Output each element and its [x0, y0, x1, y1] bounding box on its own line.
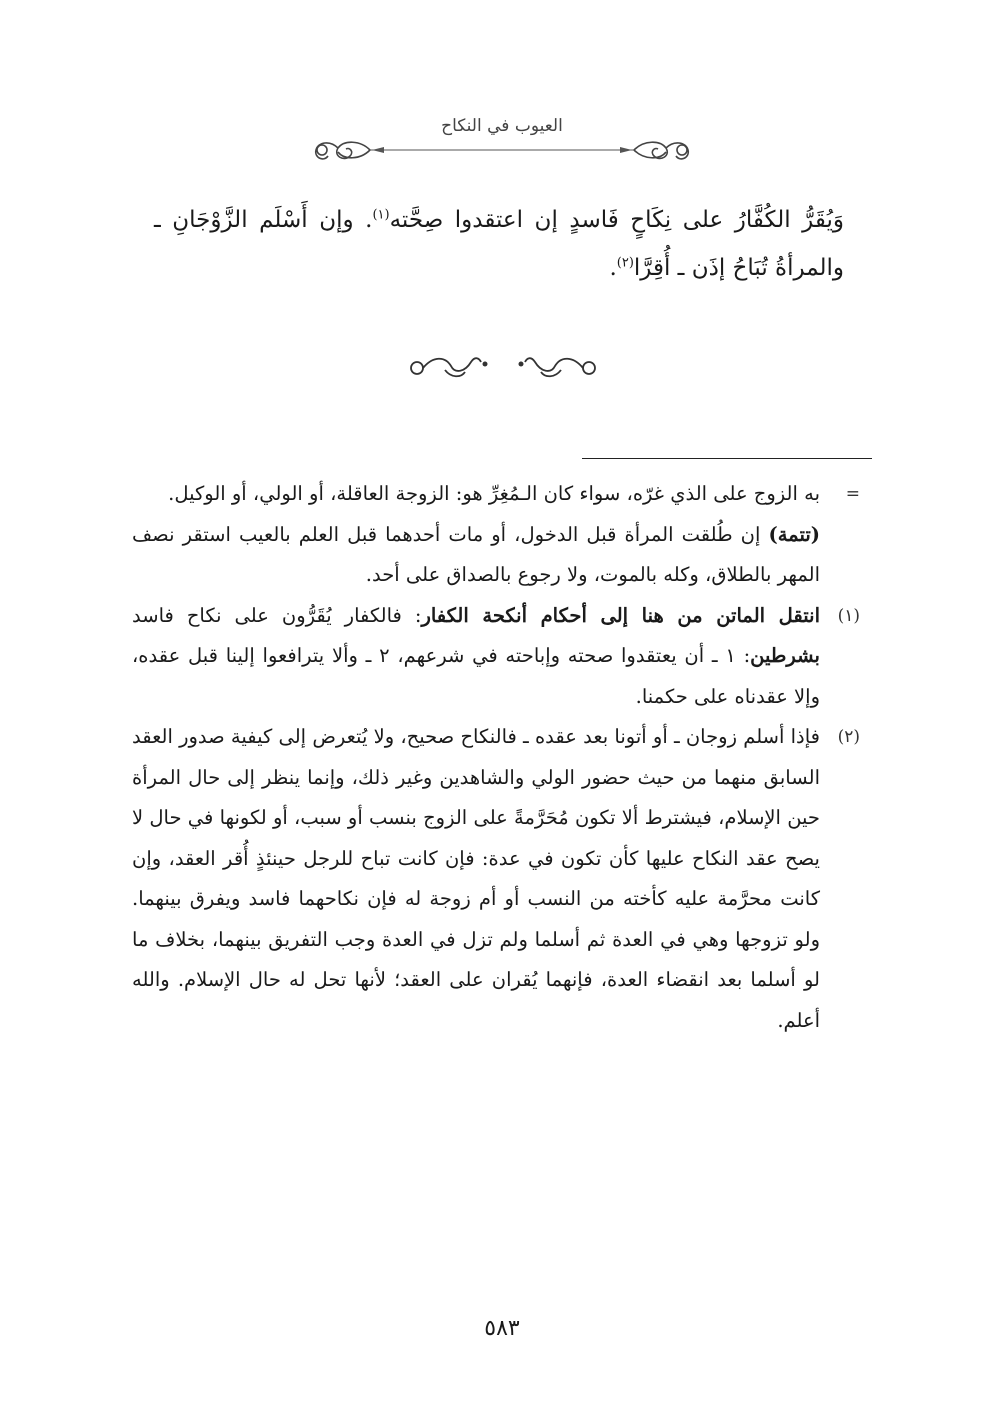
main-text-part1: وَيُقَرُّ الكُفَّارُ على نِكَاحٍ فَاسدٍ إن اعتقدوا صِحَّته — [389, 207, 844, 233]
footnote-1-bold-conditions: بشرطين — [750, 644, 820, 667]
footnote-2-mark: (٢) — [837, 727, 860, 747]
footnote-2 — [132, 717, 872, 1041]
footnote-ref-1: (١) — [372, 207, 390, 223]
supplement-label: (تتمة) — [768, 522, 820, 546]
main-text-part3: . — [609, 255, 617, 281]
footnote-1-text — [132, 596, 820, 718]
supplement-text: إن طُلقت المرأة قبل الدخول، أو مات أحدهما قبل العلم بالعيب استقر نصف المهر بالطلاق، وكله بالموت، ولا رجوع بالصداق على أحد. — [132, 522, 820, 586]
footnote-2-text: فإذا أسلم زوجان ـ أو أتونا بعد عقده ـ فالنكاح صحيح، ولا يُتعرض إلى كيفية صدور العقد السابق منهما من حيث حضور الولي والشاهدين وغير ذلك، وإنما ينظر إلى حال المرأة حين الإسلام، فيشترط ألا تكون مُحَرَّمةً على الزوج بنسب أو سبب، أو لكونها في حال لا يصح عقد النكاح عليها كأن تكون في عدة: فإن كانت تباح للرجل حينئذٍ أُقر العقد، وإن كانت محرَّمة عليه كأخته من النسب أو أم زوجة له فإن نكاحهما فاسد ويفرق بينهما. ولو تزوجها وهي في العدة ثم أسلما ولم تزل في العدة وجب التفريق بينهما، بخلاف ما لو أسلما بعد انقضاء العدة، فإنهما يُقران على العقد؛ لأنها تحل له حال الإسلام. والله أعلم. — [132, 725, 820, 1032]
footnotes — [132, 474, 872, 1041]
main-paragraph — [154, 196, 844, 292]
footnote-supplement — [132, 515, 820, 596]
footnote-separator — [582, 458, 872, 459]
footnote-1-bold-heading: انتقل الماتن من هنا إلى أحكام أنكحة الكفار — [421, 603, 821, 627]
page-number: ٥٨٣ — [484, 1316, 520, 1341]
header-title: العيوب في النكاح — [441, 116, 563, 136]
footnote-1 — [132, 596, 872, 718]
main-text — [154, 196, 844, 292]
section-end-ornament-icon — [405, 348, 601, 388]
header-ornament-icon — [300, 136, 704, 172]
footnote-ref-2: (٢) — [616, 255, 634, 271]
continuation-text: به الزوج على الذي غرّه، سواء كان الـمُغِرِّ هو: الزوجة العاقلة، أو الولي، أو الوكيل. — [168, 482, 820, 505]
main-text-part2: . وإن أَسْلَم الزَّوْجَانِ ـ والمرأةُ تُبَاحُ إذَن ـ أُقِرَّا — [154, 207, 844, 281]
footnote-1-text-a: : فالكفار يُقَرُّون على نكاح فاسد — [132, 603, 422, 627]
footnote-1-text-b: : ١ ـ أن يعتقدوا صحته وإباحته في شرعهم، ٢ ـ وألا يترافعوا إلينا قبل عقده، وإلا عقدناه على حكمنا. — [132, 644, 820, 708]
running-header — [300, 112, 704, 172]
footnote-1-mark: (١) — [837, 605, 860, 626]
continuation-mark: = — [845, 484, 860, 504]
footnote-continuation-text — [132, 474, 820, 515]
footnote-continuation — [132, 474, 872, 596]
